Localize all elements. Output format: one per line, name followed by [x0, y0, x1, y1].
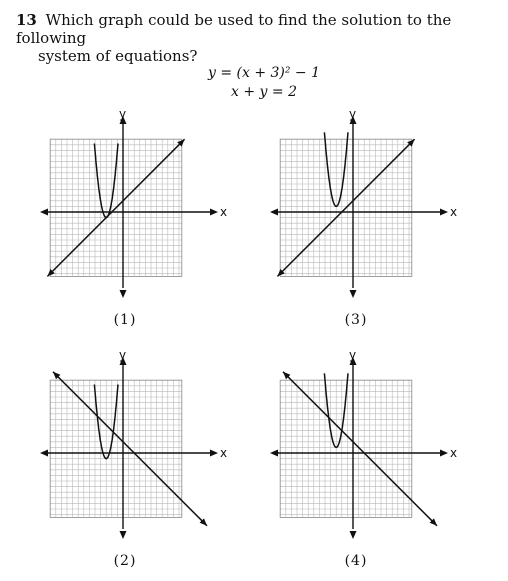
equation-parabola: y = (x + 3)² − 1	[207, 65, 321, 81]
y-axis-arrow-down	[120, 290, 127, 298]
graph-choice-1-plot	[36, 107, 228, 302]
x-axis-arrow-left	[40, 209, 48, 216]
y-axis-arrow-down	[350, 290, 357, 298]
y-axis-label: y	[349, 107, 357, 121]
question-text-line1: Which graph could be used to find the solution to the following	[16, 11, 452, 47]
x-axis-arrow-right	[440, 450, 448, 457]
y-axis-arrow-down	[120, 531, 127, 539]
x-axis-arrow-left	[270, 450, 278, 457]
graph-choice-4[interactable]	[266, 348, 458, 543]
graph-choice-4-plot	[266, 348, 458, 543]
x-axis-arrow-right	[210, 209, 218, 216]
question-text-line2: system of equations?	[38, 47, 198, 65]
graph-choice-1[interactable]	[36, 107, 228, 302]
x-axis-label: x	[220, 446, 228, 460]
equation-line: x + y = 2	[231, 84, 297, 100]
x-axis-arrow-right	[440, 209, 448, 216]
x-axis-label: x	[450, 205, 458, 219]
choice-label-2: (2)	[113, 553, 137, 569]
choice-label-1: (1)	[113, 312, 137, 328]
graph-choice-3[interactable]	[266, 107, 458, 302]
question-number: 13	[16, 11, 37, 29]
y-axis-label: y	[119, 107, 127, 121]
question-text	[16, 11, 500, 65]
graph-choice-2[interactable]	[36, 348, 228, 543]
y-axis-arrow-down	[350, 531, 357, 539]
x-axis-arrow-left	[270, 209, 278, 216]
linear-line	[283, 372, 437, 526]
x-axis-label: x	[220, 205, 228, 219]
x-axis-arrow-left	[40, 450, 48, 457]
graph-choice-2-plot	[36, 348, 228, 543]
x-axis-label: x	[450, 446, 458, 460]
linear-line	[53, 372, 207, 526]
x-axis-arrow-right	[210, 450, 218, 457]
y-axis-label: y	[119, 348, 127, 362]
choice-label-3: (3)	[344, 312, 368, 328]
graph-choice-3-plot	[266, 107, 458, 302]
system-of-equations	[0, 64, 508, 102]
choice-label-4: (4)	[344, 553, 368, 569]
y-axis-label: y	[349, 348, 357, 362]
